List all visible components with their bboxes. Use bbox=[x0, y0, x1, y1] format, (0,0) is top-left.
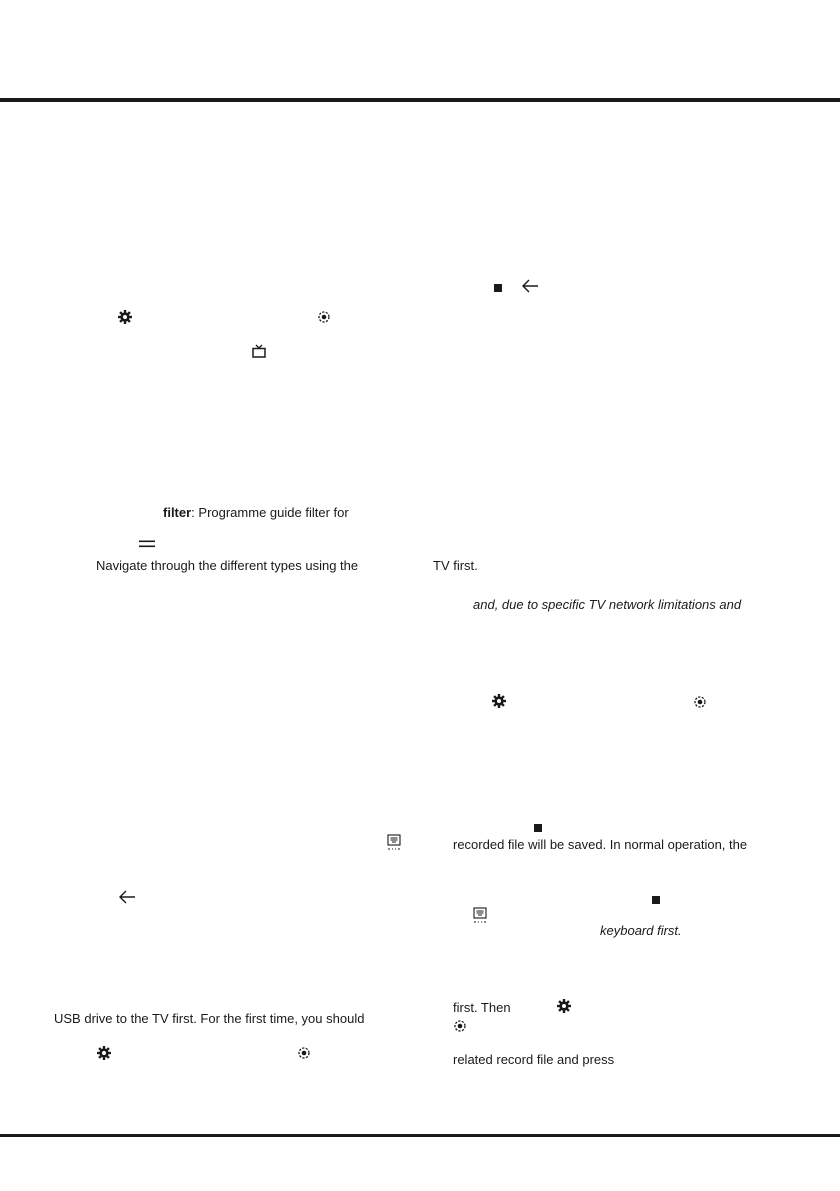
stop-icon bbox=[652, 896, 660, 904]
settings-gear-icon bbox=[118, 310, 132, 324]
keyboard-icon bbox=[473, 907, 487, 924]
settings-panel-icon bbox=[317, 310, 331, 324]
menu-icon bbox=[139, 540, 155, 548]
related-line: related record file and press bbox=[453, 1052, 615, 1067]
header-rule bbox=[0, 98, 840, 102]
back-arrow-icon bbox=[522, 279, 539, 293]
first-then-line: first. Then bbox=[453, 1000, 511, 1015]
settings-panel-icon bbox=[297, 1046, 311, 1060]
recorded-line: recorded file will be saved. In normal operation, the bbox=[453, 837, 748, 852]
keyboard-icon bbox=[387, 834, 401, 851]
settings-panel-icon bbox=[693, 695, 707, 709]
back-arrow-icon bbox=[119, 890, 136, 904]
filter-line bbox=[163, 505, 349, 521]
stop-icon bbox=[534, 824, 542, 832]
usb-line: USB drive to the TV first. For the first time, you should bbox=[54, 1011, 365, 1026]
footer-rule bbox=[0, 1134, 840, 1137]
network-line: and, due to specific TV network limitations and bbox=[473, 597, 742, 612]
navigate-line: Navigate through the different types using the bbox=[96, 558, 359, 573]
tv-icon bbox=[252, 344, 266, 358]
settings-gear-icon bbox=[557, 999, 571, 1013]
settings-panel-icon bbox=[453, 1019, 467, 1033]
keyboard-line: keyboard first. bbox=[600, 923, 682, 938]
settings-gear-icon bbox=[492, 694, 506, 708]
stop-icon bbox=[494, 284, 502, 292]
filter-description: : Programme guide filter for bbox=[191, 505, 349, 520]
settings-gear-icon bbox=[97, 1046, 111, 1060]
filter-term: filter bbox=[163, 505, 192, 520]
tv-first-line: TV first. bbox=[433, 558, 478, 573]
